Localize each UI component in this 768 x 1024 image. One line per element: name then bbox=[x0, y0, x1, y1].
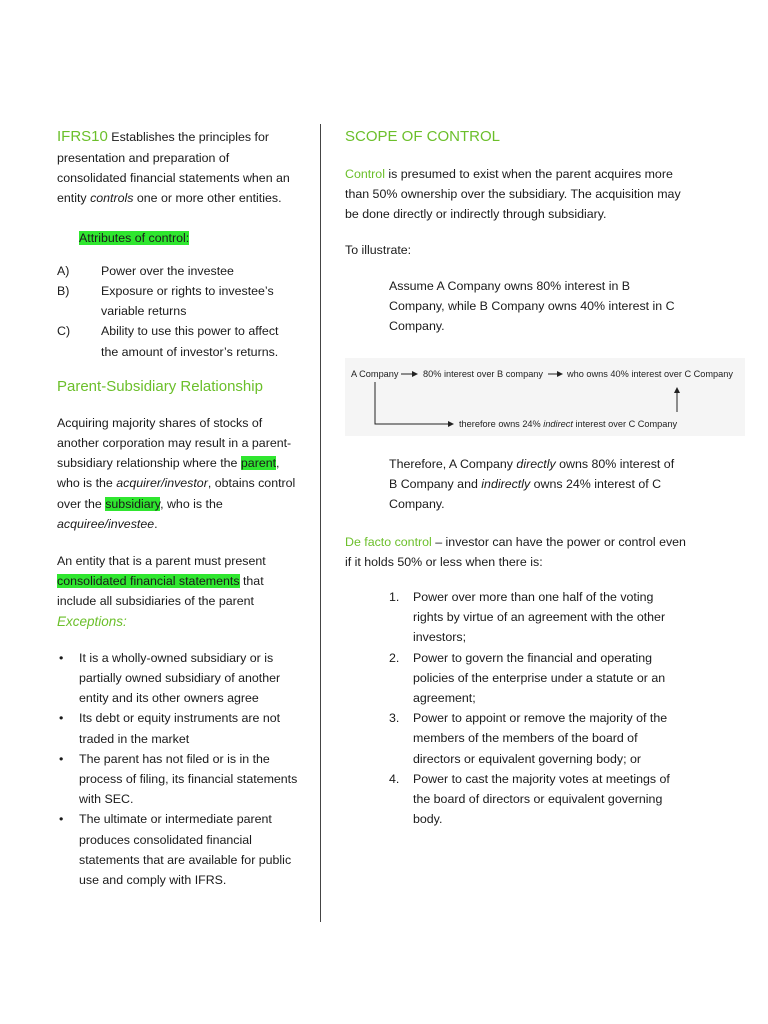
psr-text-a: Acquiring majority shares of stocks of another corporation may result in a parent-subsidiary relationship where the bbox=[57, 415, 292, 471]
defacto-item bbox=[389, 648, 685, 709]
acquiree-italic: acquiree/investee bbox=[57, 516, 155, 531]
bullet-icon: • bbox=[59, 711, 64, 726]
defacto-marker: 3. bbox=[389, 711, 400, 726]
exceptions-title: Exceptions: bbox=[57, 613, 127, 629]
must-text-a: An entity that is a parent must present bbox=[57, 554, 266, 569]
consolidated-highlight: consolidated financial statements bbox=[57, 574, 240, 589]
to-illustrate: To illustrate: bbox=[345, 242, 412, 257]
diagram-indirect bbox=[459, 418, 677, 430]
attribute-marker: B) bbox=[57, 284, 70, 299]
attribute-text: Power over the investee bbox=[101, 263, 234, 278]
attribute-text: Ability to use this power to affect the amount of investor’s returns. bbox=[101, 324, 279, 359]
exception-text: The parent has not filed or is in the process of filing, its financial statements with SEC. bbox=[79, 751, 298, 807]
bullet-icon: • bbox=[59, 751, 64, 766]
defacto-text: Power to appoint or remove the majority of the members of the members of the board of directors or equivalent governing body; or bbox=[413, 711, 668, 766]
defacto-marker: 2. bbox=[389, 650, 400, 665]
diagram-indirect-pre: therefore owns 24% bbox=[459, 419, 544, 429]
control-paragraph bbox=[345, 164, 690, 225]
exception-item bbox=[57, 809, 299, 890]
ownership-diagram bbox=[345, 358, 745, 436]
left-column bbox=[57, 126, 299, 890]
parent-subsidiary-heading: Parent-Subsidiary Relationship bbox=[57, 377, 263, 395]
directly-italic: directly bbox=[516, 457, 556, 471]
defacto-text: Power over more than one half of the voting rights by virtue of an agreement with the other investors; bbox=[413, 590, 666, 645]
intro-text-1: Establishes the principles for presentation and preparation of consolidated financial statements when an entity bbox=[57, 130, 290, 206]
acquirer-italic: acquirer/investor bbox=[116, 476, 208, 491]
attributes-title: Attributes of control: bbox=[79, 230, 190, 245]
therefore-c: owns 24% interest of C Company. bbox=[389, 477, 662, 512]
bullet-icon: • bbox=[59, 650, 64, 665]
defacto-text: – investor can have the power or control even if it holds 50% or less when there is: bbox=[345, 534, 686, 569]
control-text: is presumed to exist when the parent acquires more than 50% ownership over the subsidiary. The acquisition may be done directly or indirectly through subsidiary. bbox=[345, 167, 681, 222]
attribute-item bbox=[57, 281, 299, 321]
psr-text-d: , who is the bbox=[160, 496, 223, 511]
right-column bbox=[345, 126, 690, 336]
psr-text-c: , obtains control over the bbox=[57, 476, 296, 511]
control-term: Control bbox=[345, 167, 385, 181]
defacto-marker: 1. bbox=[389, 590, 400, 605]
right-column-lower bbox=[345, 454, 690, 829]
subsidiary-highlight: subsidiary bbox=[105, 496, 161, 511]
attribute-marker: C) bbox=[57, 324, 71, 339]
therefore-b: owns 80% interest of B Company and bbox=[389, 457, 675, 492]
indirectly-italic: indirectly bbox=[481, 477, 531, 492]
exceptions-list bbox=[57, 648, 299, 890]
assume-paragraph: Assume A Company owns 80% interest in B Company, while B Company owns 40% interest in C Company. bbox=[389, 278, 675, 334]
exception-text: The ultimate or intermediate parent produces consolidated financial statements that are available for public use and comply with IFRS. bbox=[79, 812, 292, 888]
exception-item bbox=[57, 708, 299, 748]
scope-heading: SCOPE OF CONTROL bbox=[345, 128, 501, 145]
defacto-list bbox=[345, 587, 685, 829]
defacto-term: De facto control bbox=[345, 534, 432, 549]
intro-paragraph bbox=[57, 126, 299, 209]
defacto-marker: 4. bbox=[389, 771, 400, 786]
exception-item bbox=[57, 749, 299, 810]
attribute-item bbox=[57, 321, 299, 361]
attributes-list bbox=[57, 261, 299, 362]
diagram-b-interest: 80% interest over B company bbox=[423, 369, 544, 379]
diagram-indirect-italic: indirect bbox=[543, 419, 573, 429]
intro-text-2: one or more other entities. bbox=[133, 191, 282, 206]
defacto-item bbox=[389, 587, 685, 648]
psr-text-b: , who is the bbox=[57, 456, 280, 491]
defacto-text: Power to govern the financial and operating policies of the enterprise under a statute or an agreement; bbox=[413, 650, 666, 706]
diagram-c-interest: who owns 40% interest over C Company bbox=[567, 369, 733, 379]
bullet-icon: • bbox=[59, 812, 64, 827]
attribute-item bbox=[57, 261, 299, 281]
column-divider bbox=[320, 124, 321, 922]
diagram-indirect-post: interest over C Company bbox=[572, 419, 678, 429]
defacto-paragraph bbox=[345, 532, 690, 572]
therefore-a: Therefore, A Company bbox=[389, 457, 517, 471]
exception-text: Its debt or equity instruments are not traded in the market bbox=[79, 711, 281, 746]
psr-text-e: . bbox=[154, 516, 158, 531]
defacto-item bbox=[389, 769, 685, 830]
attribute-text: Exposure or rights to investee’s variable returns bbox=[101, 284, 274, 319]
therefore-paragraph bbox=[345, 454, 679, 515]
attributes-title-wrap bbox=[57, 228, 299, 248]
arrow-a-down bbox=[375, 382, 453, 424]
must-text-b: that include all subsidiaries of the parent bbox=[57, 574, 264, 609]
parent-subsidiary-paragraph bbox=[57, 413, 299, 534]
attribute-marker: A) bbox=[57, 263, 70, 278]
defacto-item bbox=[389, 708, 685, 769]
parent-must-paragraph bbox=[57, 551, 299, 612]
defacto-text: Power to cast the majority votes at meetings of the board of directors or equivalent governing body. bbox=[413, 771, 670, 827]
exception-item bbox=[57, 648, 299, 709]
ifrs10-term: IFRS10 bbox=[57, 128, 108, 145]
parent-highlight: parent bbox=[240, 456, 277, 471]
diagram-a-company: A Company bbox=[351, 369, 399, 379]
exception-text: It is a wholly-owned subsidiary or is partially owned subsidiary of another entity and its other owners agree bbox=[79, 650, 281, 706]
intro-italic: controls bbox=[90, 191, 134, 206]
